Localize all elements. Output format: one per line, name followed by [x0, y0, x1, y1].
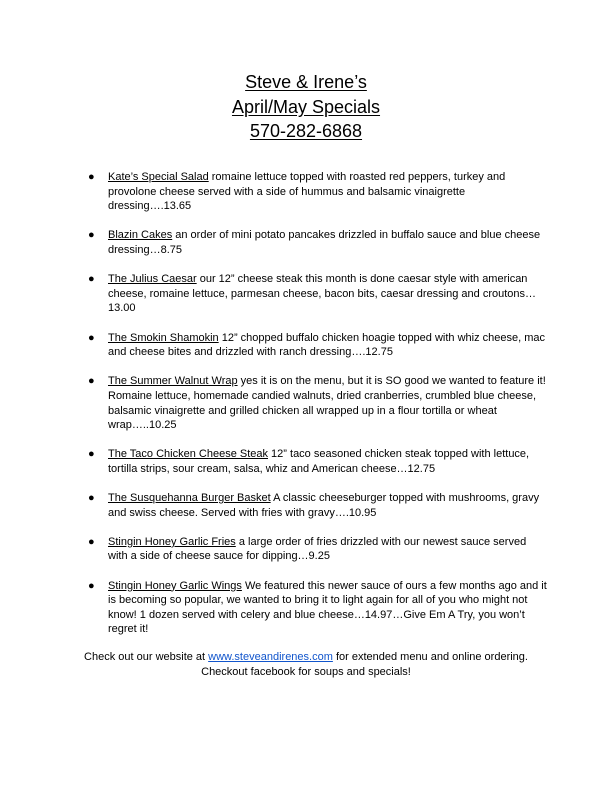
item-description: yes it is on the menu, but it is SO good we wanted to feature it! Romaine lettuce, homemade candied walnuts, dried cranberries, crumbled blue cheese, balsamic vinaigrette and grilled chicken all wrapped up in a flour tortilla or wheat wrap…..10.25	[108, 375, 546, 432]
list-item	[88, 374, 548, 432]
item-description: our 12” cheese steak this month is done caesar style with american cheese, romaine lettuce, parmesan cheese, bacon bits, caesar dressing and croutons…13.00	[108, 273, 537, 315]
phone-number: 570-282-6868	[249, 121, 363, 141]
item-name: The Julius Caesar	[108, 273, 197, 286]
bullet-icon: ●	[88, 331, 95, 344]
bullet-icon: ●	[88, 229, 95, 242]
item-name: The Summer Walnut Wrap	[108, 375, 238, 388]
list-item	[88, 579, 548, 637]
document-header	[0, 70, 612, 144]
document-footer	[0, 650, 612, 679]
list-item	[88, 170, 548, 214]
specials-list	[88, 170, 548, 652]
specials-title: April/May Specials	[231, 96, 381, 117]
list-item	[88, 491, 548, 520]
list-item	[88, 272, 548, 316]
bullet-icon: ●	[88, 273, 95, 286]
website-line	[0, 650, 612, 665]
website-suffix: for extended menu and online ordering.	[332, 651, 528, 663]
item-description: 12” chopped buffalo chicken hoagie topped with whiz cheese, mac and cheese bites and drizzled with ranch dressing….12.75	[108, 331, 546, 359]
website-link[interactable]: www.steveandirenes.com	[208, 651, 333, 663]
item-description: romaine lettuce topped with roasted red peppers, turkey and provolone cheese served with a side of hummus and balsamic vinaigrette dressing….13.65	[108, 171, 506, 213]
bullet-icon: ●	[88, 579, 95, 592]
bullet-icon: ●	[88, 448, 95, 461]
item-description: A classic cheeseburger topped with mushrooms, gravy and swiss cheese. Served with fries with gravy….10.95	[108, 492, 540, 519]
item-description: a large order of fries drizzled with our newest sauce served with a side of cheese sauce for dipping…9.25	[108, 535, 527, 563]
bullet-icon: ●	[88, 375, 95, 388]
list-item	[88, 331, 548, 360]
item-description: 12” taco seasoned chicken steak topped with lettuce, tortilla strips, sour cream, salsa, whiz and American cheese…12.75	[108, 448, 530, 475]
item-name: Blazin Cakes	[108, 229, 173, 242]
item-name: Stingin Honey Garlic Wings	[108, 579, 242, 592]
list-item	[88, 228, 548, 257]
facebook-line: Checkout facebook for soups and specials!	[201, 665, 411, 678]
website-prefix: Check out our website at	[84, 651, 209, 663]
list-item	[88, 535, 548, 564]
item-name: Kate’s Special Salad	[108, 171, 209, 183]
item-name: The Susquehanna Burger Basket	[108, 492, 271, 505]
item-name: The Smokin Shamokin	[108, 331, 219, 344]
list-item	[88, 447, 548, 476]
restaurant-name: Steve & Irene’s	[245, 72, 367, 92]
bullet-icon: ●	[88, 535, 95, 548]
item-description: We featured this newer sauce of ours a few months ago and it is becoming so popular, we wanted to bring it to light again for all of you who might not know! 1 dozen served with celery and blue cheese…14.97…Give Em A Try, you won’t regret it!	[108, 579, 547, 636]
item-description: an order of mini potato pancakes drizzled in buffalo sauce and blue cheese dressing…8.75	[108, 229, 541, 256]
item-name: The Taco Chicken Cheese Steak	[108, 448, 268, 461]
bullet-icon: ●	[88, 171, 95, 183]
item-name: Stingin Honey Garlic Fries	[108, 535, 236, 548]
bullet-icon: ●	[88, 492, 95, 505]
